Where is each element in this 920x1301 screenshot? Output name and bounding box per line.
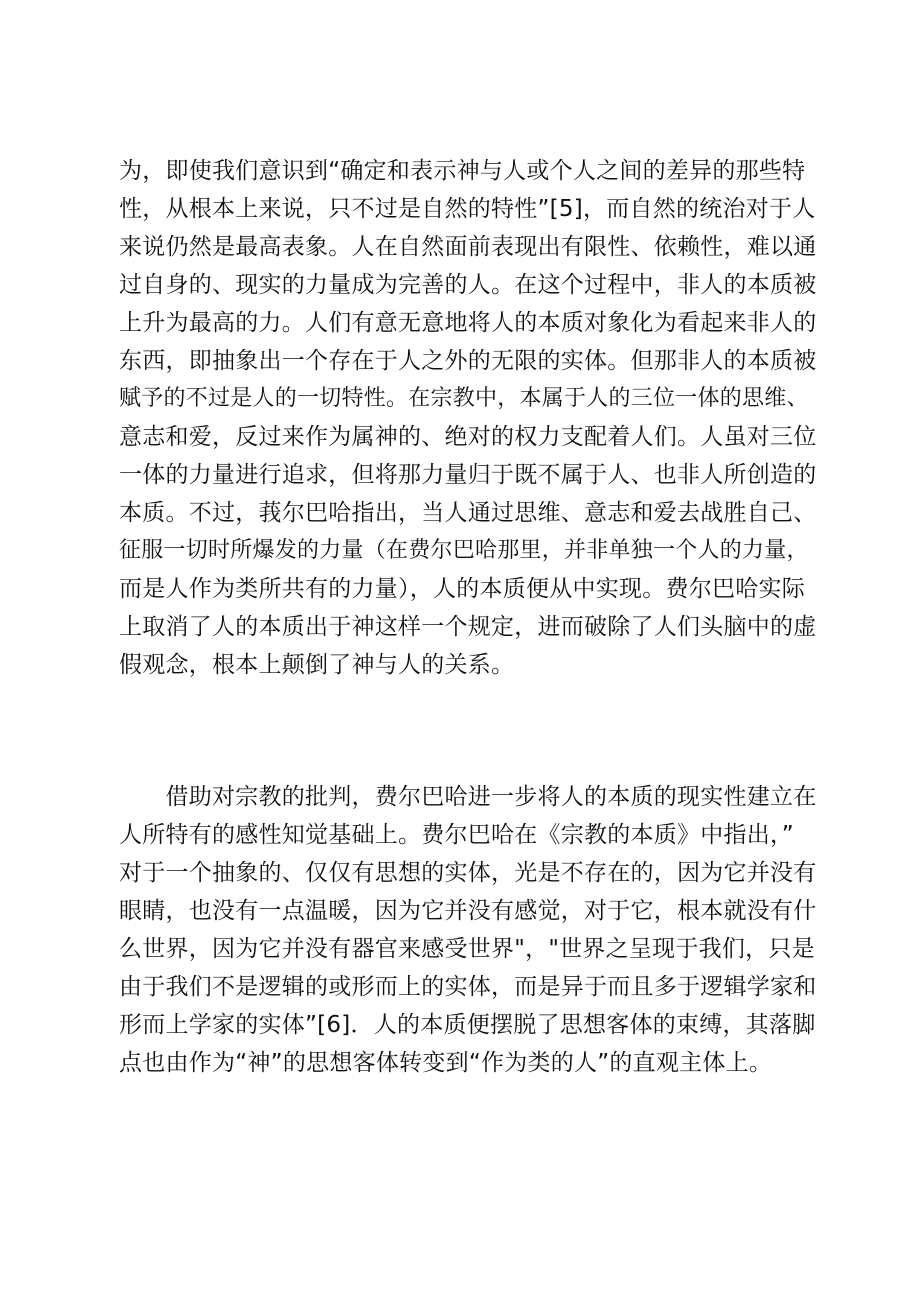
- text-line: 本质。不过，莪尔巴哈指出，当人通过思维、意志和爱去战胜自己、: [119, 500, 817, 526]
- paragraph-1: [119, 152, 819, 684]
- paragraph-2: [119, 778, 819, 1082]
- text-line: 东西，即抽象出一个存在于人之外的无限的实体。但那非人的本质被: [119, 348, 817, 374]
- text-line: 上取消了人的本质出于神这样一个规定，进而破除了人们头脑中的虚: [119, 614, 817, 640]
- text-line: 过自身的、现实的力量成为完善的人。在这个过程中，非人的本质被: [119, 272, 817, 298]
- text-line: 意志和爱，反过来作为属神的、绝对的权力支配着人们。人虽对三位: [119, 424, 817, 450]
- text-line: 假观念，根本上颠倒了神与人的关系。: [119, 652, 515, 678]
- text-line: 来说仍然是最高表象。人在自然面前表现出有限性、依赖性，难以通: [119, 234, 817, 260]
- text-line: 点也由作为“神”的思想客体转变到“作为类的人”的直观主体上。: [119, 1050, 773, 1076]
- text-line: 对于一个抽象的、仅仅有思想的实体，光是不存在的，因为它并没有: [119, 860, 817, 886]
- text-line: 眼睛，也没有一点温暖，因为它并没有感觉，对于它，根本就没有什: [119, 898, 817, 924]
- text-line: 性，从根本上来说，只不过是自然的特性”[5]，而自然的统治对于人: [119, 196, 816, 222]
- text-line: 而是人作为类所共有的力量），人的本质便从中实现。费尔巴哈实际: [119, 576, 805, 602]
- text-line: 为，即使我们意识到“确定和表示神与人或个人之间的差异的那些特: [119, 158, 806, 184]
- text-line: 由于我们不是逻辑的或形而上的实体，而是异于而且多于逻辑学家和: [119, 974, 817, 1000]
- text-line: 一体的力量进行追求，但将那力量归于既不属于人、也非人所创造的: [119, 462, 817, 488]
- text-line: 么世界，因为它并没有器官来感受世界"，"世界之呈现于我们，只是: [119, 936, 815, 962]
- text-line: 借助对宗教的批判，费尔巴哈进一步将人的本质的现实性建立在: [119, 784, 817, 810]
- text-line: 形而上学家的实体”[6]．人的本质便摆脱了思想客体的束缚，其落脚: [119, 1012, 816, 1038]
- text-line: 征服一切时所爆发的力量（在费尔巴哈那里，并非单独一个人的力量，: [119, 538, 809, 563]
- text-line: 人所特有的感性知觉基础上。费尔巴哈在《宗教的本质》中指出，”: [119, 822, 794, 848]
- text-line: 上升为最高的力。人们有意无意地将人的本质对象化为看起来非人的: [119, 310, 817, 336]
- text-line: 赋予的不过是人的一切特性。在宗教中，本属于人的三位一体的思维、: [119, 386, 809, 411]
